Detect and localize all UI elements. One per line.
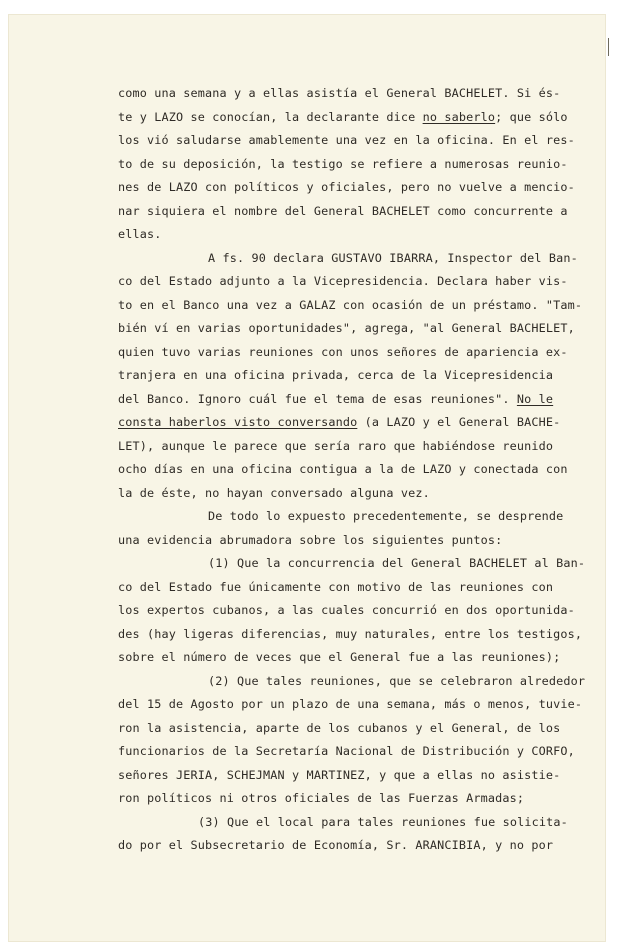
paragraph-first-line: De todo lo expuesto precedentemente, se desprende (208, 509, 564, 523)
text-line: ron la asistencia, aparte de los cubanos y el General, de los (118, 720, 561, 735)
text-line: do por el Subsecretario de Economía, Sr. ARANCIBIA, y no por (118, 838, 554, 852)
text-line (118, 106, 594, 130)
underlined-phrase: No le (516, 391, 554, 406)
numbered-point-3: (3) Que el local para tales reuniones fue solicita- (198, 814, 568, 829)
text-line: des (hay ligeras diferencias, muy naturales, entre los testigos, (118, 626, 583, 641)
page-edge-mark (608, 38, 609, 56)
text-line: la de éste, no hayan conversado alguna vez. (118, 485, 430, 500)
document-body (118, 82, 594, 858)
text-span: ; que sólo (495, 109, 568, 124)
text-line: bién ví en varias oportunidades", agrega, "al General BACHELET, (118, 321, 575, 335)
text-line: LET), aunque le parece que sería raro que habiéndose reunido (118, 438, 554, 453)
text-line: ron políticos ni otros oficiales de las Fuerzas Armadas; (118, 791, 525, 805)
text-line: quien tuvo varias reuniones con unos señores de apariencia ex- (118, 344, 568, 359)
text-line: una evidencia abrumadora sobre los siguientes puntos: (118, 532, 503, 547)
numbered-point-1: (1) Que la concurrencia del General BACHELET al Ban- (208, 556, 586, 570)
text-line: ellas. (118, 227, 162, 241)
text-line (118, 388, 594, 412)
document-page (8, 14, 606, 942)
text-line: to de su deposición, la testigo se refiere a numerosas reunio- (118, 156, 568, 171)
text-span: (a LAZO y el General BACHE- (357, 415, 561, 429)
paragraph-first-line: A fs. 90 declara GUSTAVO IBARRA, Inspector del Ban- (208, 250, 578, 265)
numbered-point-2: (2) Que tales reuniones, que se celebraron alrededor (208, 673, 586, 688)
text-line (118, 411, 594, 435)
text-line: tranjera en una oficina privada, cerca de la Vicepresidencia (118, 368, 554, 382)
underlined-phrase: consta haberlos visto conversando (118, 415, 358, 429)
text-line: funcionarios de la Secretaría Nacional de Distribución y CORFO, (118, 744, 575, 758)
text-span: te y LAZO se conocían, la declarante dice (118, 109, 423, 124)
text-line: del 15 de Agosto por un plazo de una semana, más o menos, tuvie- (118, 697, 583, 711)
text-line: señores JERIA, SCHEJMAN y MARTINEZ, y que a ellas no asistie- (118, 767, 561, 782)
text-line: los vió saludarse amablemente una vez en la oficina. En el res- (118, 133, 575, 147)
text-line: sobre el número de veces que el General fue a las reuniones); (118, 650, 561, 664)
text-line: los expertos cubanos, a las cuales concurrió en dos oportunida- (118, 603, 575, 617)
text-span: del Banco. Ignoro cuál fue el tema de esas reuniones". (118, 391, 517, 406)
underlined-phrase: no saberlo (422, 109, 496, 124)
text-line: como una semana y a ellas asistía el General BACHELET. Si és- (118, 86, 561, 100)
text-line: co del Estado fue únicamente con motivo de las reuniones con (118, 579, 554, 594)
text-line: to en el Banco una vez a GALAZ con ocasión de un préstamo. "Tam- (118, 297, 583, 312)
text-line: nes de LAZO con políticos y oficiales, pero no vuelve a mencio- (118, 180, 575, 194)
text-line: nar siquiera el nombre del General BACHELET como concurrente a (118, 203, 568, 218)
text-line: ocho días en una oficina contigua a la de LAZO y conectada con (118, 462, 568, 476)
text-line: co del Estado adjunto a la Vicepresidencia. Declara haber vis- (118, 274, 568, 288)
